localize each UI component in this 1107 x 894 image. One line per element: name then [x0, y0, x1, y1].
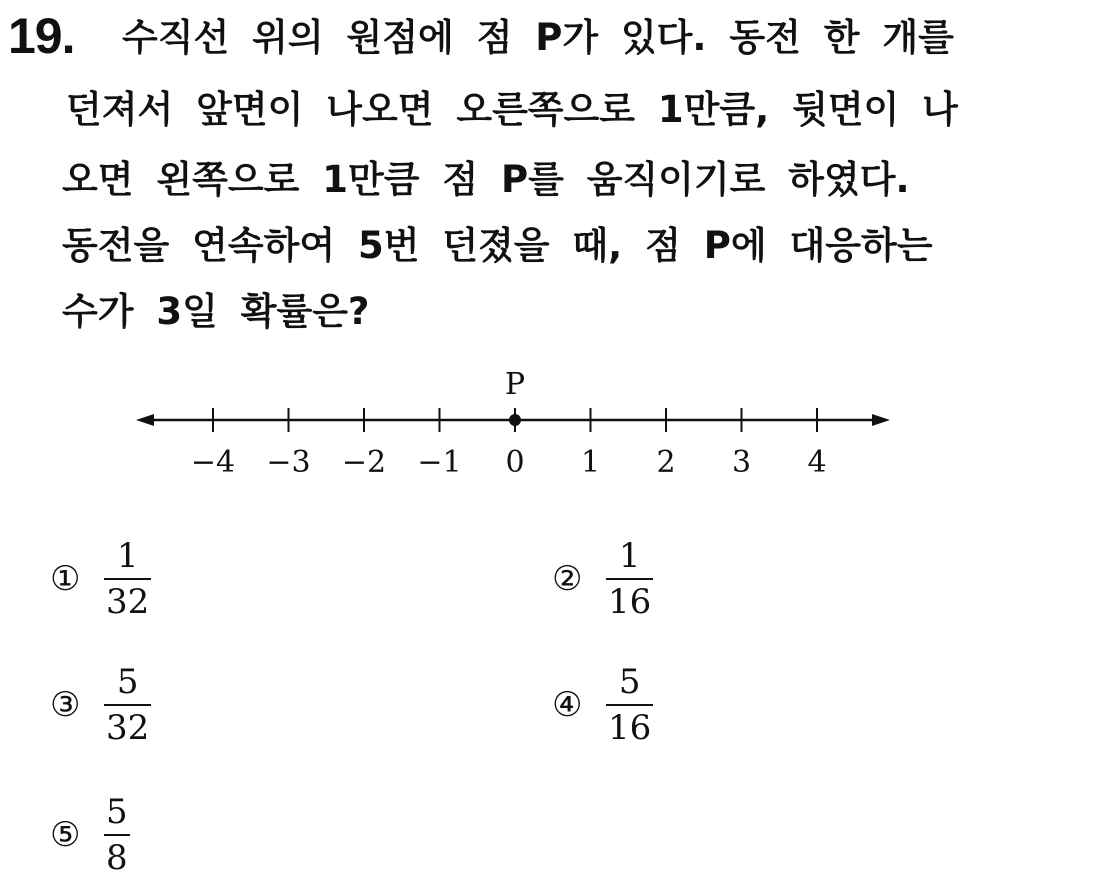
answer-choice-3[interactable]: [50, 662, 151, 748]
point-p-dot: [509, 414, 521, 426]
fraction-numerator: 5: [116, 662, 139, 702]
tick-label: −1: [417, 445, 462, 480]
fraction-denominator: 8: [106, 838, 128, 878]
answer-choice-4[interactable]: [552, 662, 653, 748]
stem-line: 던져서 앞면이 나오면 오른쪽으로 1만큼, 뒷면이 나: [66, 88, 958, 131]
choice-marker: ②: [552, 559, 583, 599]
choice-marker: ①: [50, 559, 81, 599]
choice-fraction: [104, 662, 151, 748]
fraction-denominator: 32: [106, 582, 150, 622]
choice-fraction: [104, 536, 151, 622]
fraction-numerator: 5: [618, 662, 641, 702]
fraction-numerator: 1: [618, 536, 641, 576]
point-p-label: P: [504, 367, 526, 402]
tick-label: 4: [807, 445, 827, 480]
choice-fraction: [606, 662, 653, 748]
tick-label: 2: [656, 445, 676, 480]
answer-choice-2[interactable]: [552, 536, 653, 622]
fraction-denominator: 16: [608, 708, 652, 748]
fraction-numerator: 5: [106, 792, 128, 832]
answer-choice-1[interactable]: [50, 536, 151, 622]
left-arrowhead: [136, 414, 154, 426]
fraction-bar: [606, 704, 653, 706]
right-arrowhead: [872, 414, 890, 426]
tick-label: −3: [266, 445, 311, 480]
fraction-bar: [104, 578, 151, 580]
stem-line: 동전을 연속하여 5번 던졌을 때, 점 P에 대응하는: [62, 224, 933, 267]
choice-fraction: [104, 792, 130, 878]
stem-line: 수가 3일 확률은?: [62, 290, 370, 333]
tick-label: 0: [505, 445, 525, 480]
tick-label: 1: [580, 445, 601, 480]
fraction-bar: [104, 704, 151, 706]
number-line-diagram: [130, 360, 900, 490]
fraction-bar: [104, 834, 130, 836]
tick-label: −2: [341, 445, 387, 480]
fraction-numerator: 1: [116, 536, 139, 576]
answer-choice-5[interactable]: [50, 792, 130, 878]
choice-marker: ④: [552, 685, 583, 725]
choice-fraction: [606, 536, 653, 622]
fraction-denominator: 16: [608, 582, 652, 622]
tick-label: −4: [190, 445, 236, 480]
question-number: 19.: [8, 8, 75, 64]
choice-marker: ③: [50, 685, 81, 725]
fraction-denominator: 32: [106, 708, 150, 748]
tick-labels: [191, 445, 827, 480]
stem-line: 수직선 위의 원점에 점 P가 있다. 동전 한 개를: [122, 16, 954, 59]
choice-marker: ⑤: [50, 815, 81, 855]
stem-line: 오면 왼쪽으로 1만큼 점 P를 움직이기로 하였다.: [62, 158, 910, 201]
tick-label: 3: [731, 445, 752, 480]
fraction-bar: [606, 578, 653, 580]
